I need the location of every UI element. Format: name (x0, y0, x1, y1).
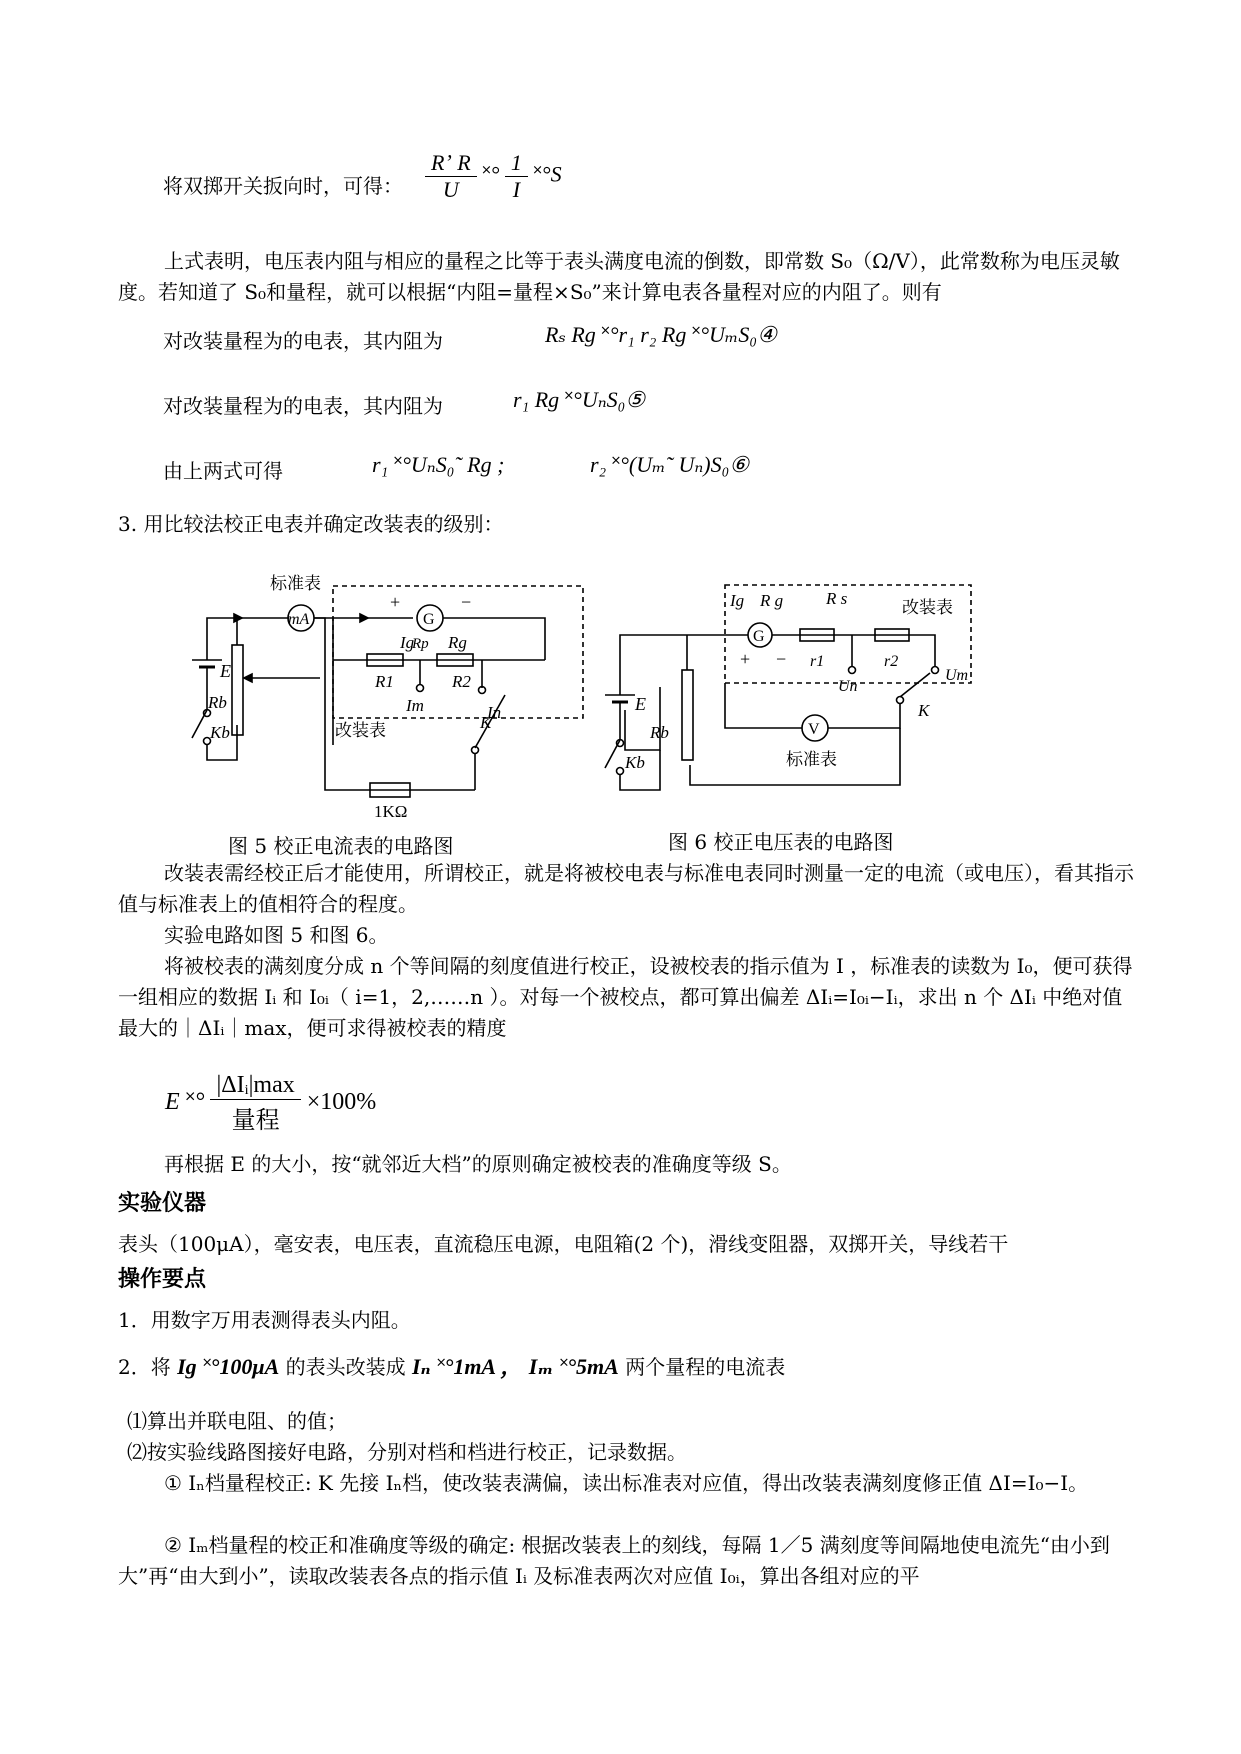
formula-frac2-num: 1 (505, 150, 528, 177)
op-1: 1．用数字万用表测得表头内阻。 (118, 1308, 411, 1332)
fig5-rp-label: Rp (412, 636, 429, 652)
eq-numerator: |ΔIᵢ|max (210, 1072, 300, 1100)
formula-frac1-num: Rʼ R (425, 150, 477, 177)
paragraph-grade: 再根据 E 的大小，按“就邻近大档”的原则确定被校表的准确度等级 S。 (164, 1152, 792, 1176)
fig6-wire-to-v (725, 683, 802, 728)
fig5-im-label: Im (406, 696, 424, 715)
fig6-k-pivot (897, 697, 904, 704)
figure-5-circuit (180, 570, 590, 820)
fig5-g-label: G (423, 611, 435, 628)
line-resistance-b-label: 对改装量程为的电表，其内阻为 (163, 394, 443, 418)
fig6-um-wire (915, 635, 935, 667)
fig5-wire-top-left (207, 618, 289, 660)
fig6-r2-label: r2 (884, 653, 899, 670)
line-resistance-c-formula1: r₁ ˟°UₙS₀˜ Rg ; (372, 452, 505, 477)
fig5-r2-label: R2 (452, 672, 471, 691)
fig6-rs-label: R s (826, 589, 848, 608)
precision-equation (165, 1072, 376, 1135)
paragraph-calibration: 改装表需经校正后才能使用，所谓校正，就是将被校电表与标准电表同时测量一定的电流（或电压），看其指示值与标准表上的值相符合的程度。 (118, 861, 1134, 916)
formula-voltmeter-sensitivity (425, 150, 562, 203)
op-2-in: Iₙ ˟°1mA ， (411, 1354, 523, 1379)
op-2-calib-in: ① Iₙ档量程校正: K 先接 Iₙ档，使改装表满偏，读出标准表对应值，得出改装表满刻度修正值 ΔI=I₀−I。 (164, 1471, 1089, 1495)
fig5-plus: + (390, 592, 401, 612)
fig5-switch-kb (192, 710, 207, 738)
fig6-kb-label: Kb (625, 753, 645, 772)
fig6-um-label: Um (945, 667, 969, 684)
fig6-um-terminal (932, 667, 939, 674)
fig6-k-label: K (918, 701, 930, 720)
formula-intro: 将双掷开关扳向时，可得： (163, 174, 403, 198)
fig6-ig-label: Ig (730, 591, 745, 610)
fig5-1k-label: 1KΩ (374, 802, 408, 820)
fig5-rb-rheostat (232, 645, 243, 735)
paragraph-sensitivity: 上式表明，电压表内阻与相应的量程之比等于表头满度电流的倒数，即常数 S₀（Ω/V），此常数称为电压灵敏度。若知道了 S₀和量程，就可以根据“内阻=量程×S₀”来计算电表各量程对应的内阻了。则有 (118, 249, 1120, 304)
formula-frac1-den: U (442, 177, 459, 202)
fig6-r1-label: r1 (810, 653, 825, 670)
paragraph-procedure: 将被校表的满刻度分成 n 个等间隔的刻度值进行校正，设被校表的指示值为 I ，标准表的读数为 I₀，便可获得一组相应的数据 Iᵢ 和 I₀ᵢ（ i=1，2,……n ）。对每一个被校点，都可算出偏差 ΔIᵢ=I₀ᵢ−Iᵢ，求出 n 个 ΔIᵢ 中绝对值最大的｜ΔIᵢ｜max，便可求得被校表的精度 (118, 954, 1133, 1040)
formula-s0: ˟°S (533, 161, 562, 187)
instruments-list: 表头（100μA），毫安表，电压表，直流稳压电源，电阻箱(2 个)，滑线变阻器，双掷开关，导线若干 (118, 1232, 1009, 1256)
op-2-mid: 的表头改装成 (285, 1355, 406, 1379)
op-2-step-1: ⑴算出并联电阻、的值； (127, 1409, 347, 1433)
line-resistance-c-formula2: r₂ ˟°(Uₘ˜ Uₙ)S₀⑥ (590, 452, 749, 477)
fig5-ma-label: mA (288, 611, 310, 628)
fig6-un-label: Un (838, 678, 858, 695)
line-resistance-b-formula: r₁ Rg ˟°UₙS₀⑤ (513, 387, 646, 412)
fig5-arrow-1 (234, 614, 242, 622)
item-3-heading: 3. 用比较法校正电表并确定改装表的级别： (118, 512, 504, 536)
fig5-minus: − (461, 592, 472, 612)
formula-frac2-den: I (512, 177, 521, 202)
fig6-e-label: E (635, 694, 646, 714)
fig6-std-meter-label: 标准表 (786, 750, 837, 769)
fig5-modified-label: 改装表 (335, 721, 386, 740)
op-2-step-2: ⑵按实验线路图接好电路，分别对档和档进行校正，记录数据。 (127, 1440, 687, 1464)
fig5-arrow-2 (360, 614, 368, 622)
op-2-pre: 2．将 (118, 1355, 171, 1379)
fig5-rg-label: Rg (448, 633, 467, 652)
line-resistance-c-label: 由上两式可得 (163, 459, 283, 483)
heading-operations: 操作要点 (118, 1267, 207, 1292)
fig5-k-label: K (480, 713, 492, 732)
fig6-rb-rheostat (682, 670, 693, 760)
fig5-im-terminal (417, 685, 424, 692)
fig6-kb-bottom (617, 768, 624, 775)
figure-5-caption: 图 5 校正电流表的电路图 (228, 834, 454, 858)
fig6-wire-top (620, 635, 751, 695)
fig5-kb-label: Kb (210, 723, 230, 742)
eq-denominator: 量程 (231, 1108, 280, 1134)
fig5-std-meter-label: 标准表 (270, 574, 321, 593)
figure-6-caption: 图 6 校正电压表的电路图 (668, 830, 894, 854)
fig6-plus: + (740, 649, 751, 669)
fig5-slider-arrow (244, 674, 252, 682)
fig5-e-label: E (220, 661, 231, 681)
fig5-r1-label: R1 (375, 672, 394, 691)
op-2-post: 两个量程的电流表 (625, 1355, 786, 1379)
fig5-in-label: In (487, 703, 502, 722)
fig6-switch-k (900, 673, 930, 697)
op-2 (118, 1350, 785, 1381)
fig5-ig-label: Ig (400, 633, 415, 652)
fig5-rb-label: Rb (208, 693, 227, 712)
op-2-ig: Ig ˟°100μA (177, 1354, 280, 1379)
eq-tail: ×100% (306, 1089, 377, 1116)
heading-instruments: 实验仪器 (118, 1191, 207, 1216)
op-2-im: Iₘ ˟°5mA (528, 1354, 619, 1379)
fig6-wire-v-to-k (828, 703, 900, 728)
line-resistance-a-label: 对改装量程为的电表，其内阻为 (163, 329, 443, 353)
fig6-switch-kb (605, 740, 620, 768)
fig6-minus: − (776, 649, 787, 669)
fig6-rb-label: Rb (650, 723, 669, 742)
paragraph-circuit-ref: 实验电路如图 5 和图 6。 (164, 923, 389, 947)
eq-e: E (165, 1089, 180, 1116)
fig6-rg-label: R g (760, 591, 784, 610)
op-2-calib-im: ② Iₘ档量程的校正和准确度等级的确定: 根据改装表上的刻线，每隔 1／5 满刻度等间隔地使电流先“由小到大”再“由大到小”，读取改装表各点的指示值 Iᵢ 及标准表两次对应值 I₀ᵢ，算出各组对应的平 (118, 1533, 1110, 1588)
fig6-un-terminal (849, 667, 856, 674)
formula-equals-1: ˟° (482, 161, 500, 187)
fig6-v-label: V (808, 721, 820, 738)
figure-6-circuit (590, 575, 990, 815)
eq-sym: ˟° (185, 1089, 205, 1116)
line-resistance-a-formula: Rₛ Rg ˟°r₁ r₂ Rg ˟°UₘS₀④ (545, 322, 777, 347)
fig6-g-label: G (753, 628, 765, 645)
fig6-modified-label: 改装表 (902, 598, 953, 617)
